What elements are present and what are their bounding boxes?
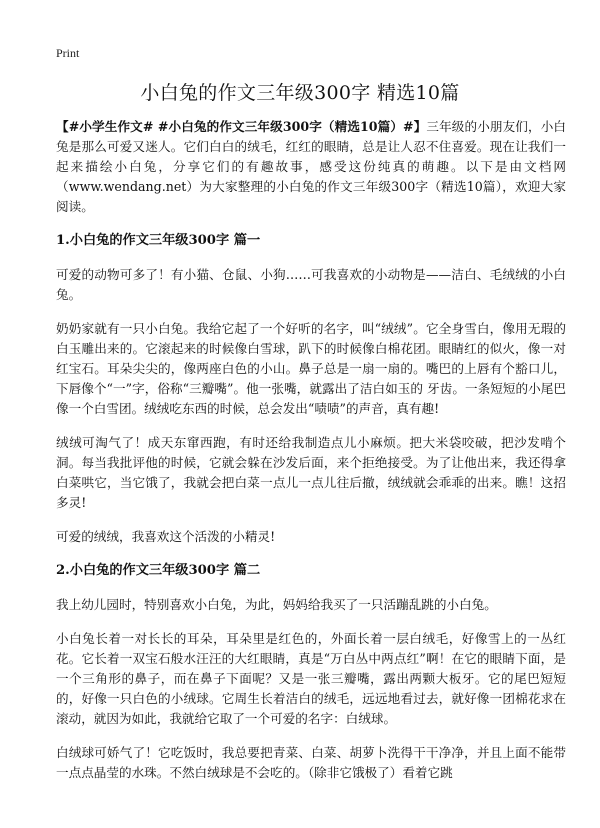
section-paragraph: 可爱的绒绒，我喜欢这个活泼的小精灵! <box>56 529 276 544</box>
section-paragraph: 绒绒可淘气了！成天东窜西跑，有时还给我制造点儿小麻烦。把大米袋咬破，把沙发啃个洞。每当我批评他的时候，它就会躲在沙发后面，来个拒绝接受。为了让他出来，我还得拿白菜哄它，当它饿了，我就会把白菜一点儿一点儿往后撤，绒绒就会乖乖的出来。瞧！这招多灵! <box>56 435 566 510</box>
section-paragraph: 小白兔长着一对长长的耳朵，耳朵里是红色的，外面长着一层白绒毛，好像雪上的一丛红花。它长着一双宝石般水汪汪的大红眼睛，真是“万白丛中两点红”啊！在它的眼睛下面，是一个三角形的鼻子，而在鼻子下面呢？又是一张三瓣嘴，露出两颗大板牙。它的尾巴短短的，好像一只白色的小绒球。它周生长着洁白的绒毛，远远地看过去，就好像一团棉花求在滚动，就因为如此，我就给它取了一个可爱的名字：白绒球。 <box>56 631 566 726</box>
section-paragraph: 可爱的动物可多了！有小猫、仓鼠、小狗……可我喜欢的小动物是——洁白、毛绒绒的小白兔。 <box>56 267 566 302</box>
section-paragraph: 白绒球可娇气了！它吃饭时，我总要把青菜、白菜、胡萝卜洗得干干净净，并且上面不能带一点点晶莹的水珠。不然白绒球是不会吃的。（除非它饿极了）看着它跳 <box>56 745 566 780</box>
page-title: 小白兔的作文三年级300字 精选10篇 <box>140 82 460 104</box>
intro-paragraph <box>56 117 566 217</box>
intro-tags: 【#小学生作文# #小白兔的作文三年级300字（精选10篇）#】 <box>56 119 427 134</box>
section-paragraph: 奶奶家就有一只小白兔。我给它起了一个好听的名字，叫“绒绒”。它全身雪白，像用无瑕的白玉雕出来的。它滚起来的时候像白雪球，趴下的时候像白棉花团。眼睛红的似火，像一对红宝石。耳朵尖尖的，像两座白色的小山。鼻子总是一扇一扇的。嘴巴的上唇有个豁口儿，下唇像个“一”字，俗称“三瓣嘴”。他一张嘴，就露出了洁白如玉的 牙齿。一条短短的小尾巴像一个白雪团。绒绒吃东西的时候，总会发出“啧啧”的声音，真有趣! <box>56 321 566 416</box>
section-paragraph: 我上幼儿园时，特别喜欢小白兔，为此，妈妈给我买了一只活蹦乱跳的小白兔。 <box>56 597 497 612</box>
section-heading: 2.小白兔的作文三年级300字 篇二 <box>56 563 261 578</box>
article-body <box>56 117 566 797</box>
print-label: Print <box>56 46 80 60</box>
section-heading: 1.小白兔的作文三年级300字 篇一 <box>56 233 261 248</box>
intro-text: 三年级的小朋友们，小白兔是那么可爱又迷人。它们白白的绒毛，红红的眼睛，总是让人忍不住喜爱。现在让我们一起来描绘小白兔，分享它们的有趣故事，感受这份纯真的萌趣。以下是由文档网（www.wendang.net）为大家整理的小白兔的作文三年级300字（精选10篇），欢迎大家阅读。 <box>56 119 566 214</box>
